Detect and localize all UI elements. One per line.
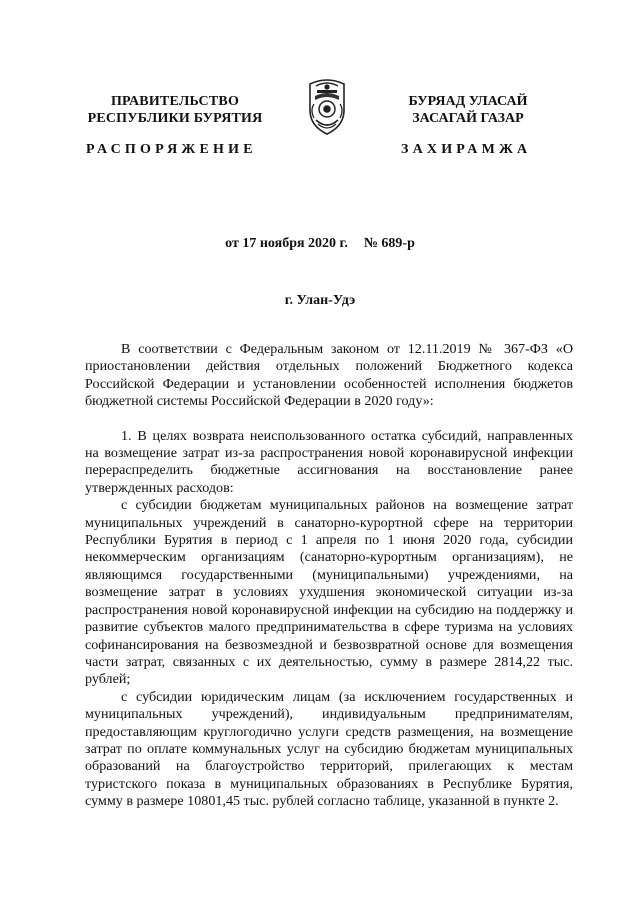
issuer-name-russian <box>60 93 290 127</box>
document-type-russian: РАСПОРЯЖЕНИЕ <box>86 142 257 157</box>
item-1-paragraph: 1. В целях возврата неиспользованного остатка субсидий, направленных на возмещение затрат из-за распространения новой коронавирусной инфекции перераспределить бюджетные ассигнования на восстановление ранее утвержденных расходов: <box>85 427 573 496</box>
document-number: № 689-р <box>363 236 415 251</box>
buryatia-coat-of-arms-icon <box>302 76 352 136</box>
preamble-paragraph: В соответствии с Федеральным законом от 12.11.2019 № 367-ФЗ «О приостановлении действия отдельных положений Бюджетного кодекса Российской Федерации и установлении особенностей исполнения бюджетов бюджетной системы Российской Федерации в 2020 году»: <box>85 341 573 410</box>
item-1a-paragraph: с субсидии бюджетам муниципальных районов на возмещение затрат муниципальных учреждений в санаторно-курортной сфере на территории Республики Бурятия в период с 1 апреля по 1 июня 2020 года, субсидии некоммерческим организациям (санаторно-курортным организациям), не являющимся государственными (муниципальными) учреждениями, на возмещение затрат в условиях ухудшения экономической ситуации из-за распространения новой коронавирусной инфекции на субсидию на поддержку и развитие субъектов малого предпринимательства в сфере туризма на условиях софинансирования на безвозмездной и безвозвратной основе для возмещения части затрат, связанных с их деятельностью, сумму в размере 2814,22 тыс. рублей; <box>85 497 573 688</box>
issuer-buryat-line-2: ЗАСАГАЙ ГАЗАР <box>412 111 524 126</box>
issuer-line-2: РЕСПУБЛИКИ БУРЯТИЯ <box>87 111 263 126</box>
date-number-line <box>0 236 640 252</box>
document-type-buryat: ЗАХИРАМЖА <box>401 142 532 157</box>
document-city: г. Улан-Удэ <box>284 293 356 308</box>
document-date: от 17 ноября 2020 г. <box>225 236 348 251</box>
document-body <box>85 341 573 811</box>
issuer-name-buryat <box>368 93 568 127</box>
issuer-line-1: ПРАВИТЕЛЬСТВО <box>110 94 240 109</box>
issuer-buryat-line-1: БУРЯАД УЛАСАЙ <box>408 94 528 109</box>
item-1b-paragraph: с субсидии юридическим лицам (за исключением государственных и муниципальных учреждений), индивидуальным предпринимателям, предоставляющим круглогодично услуги средств размещения, на возмещение затрат по оплате коммунальных услуг на субсидию бюджетам муниципальных образований на благоустройство территорий, прилегающих к местам туристского показа в муниципальных образованиях в Республике Бурятия, сумму в размере 10801,45 тыс. рублей согласно таблице, указанной в пункте 2. <box>85 688 573 810</box>
